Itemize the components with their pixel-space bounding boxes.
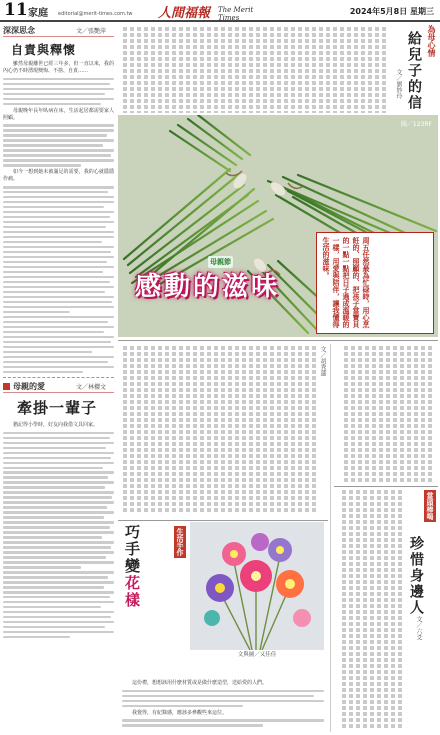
article-paragraph: 我覺得，有紀錄感，應該多參觀些來這位。 <box>132 709 228 716</box>
divider <box>334 486 438 487</box>
vertical-text-columns <box>336 490 402 728</box>
text-lines <box>3 78 114 105</box>
issue-date: 2024年5月8日 星期三 <box>349 7 434 16</box>
article-tag: 為母心情 <box>427 25 436 57</box>
column-badge: 當頭棒喝 <box>426 492 434 520</box>
article-title: 自責與釋懷 <box>11 43 77 57</box>
masthead <box>0 0 440 22</box>
vertical-text-columns <box>120 346 316 514</box>
left-column <box>3 25 114 731</box>
craft-photo <box>190 522 324 650</box>
divider <box>118 340 438 341</box>
column-badge: 生活手作 <box>176 528 184 556</box>
text-lines <box>3 432 114 639</box>
divider <box>118 520 328 521</box>
section-label: 深深思念 <box>3 26 35 35</box>
photo-caption: 文與圖／又佳佳 <box>237 652 277 658</box>
craft-title-part: 花樣 <box>123 575 141 609</box>
feature-tag: 母親節 <box>210 258 231 266</box>
byline: 文／六爻 <box>415 616 422 640</box>
section-bar <box>3 381 114 393</box>
text-lines <box>122 690 324 707</box>
column-divider <box>330 344 331 732</box>
text-lines <box>3 124 114 166</box>
craft-title <box>122 524 143 609</box>
article-title: 牽掛一輩子 <box>17 398 98 417</box>
page-number: 11 <box>4 0 28 20</box>
feature-title: 感動的滋味 <box>135 272 281 302</box>
byline: 文／劉妙玲 <box>395 69 402 99</box>
article-paragraph: 這份禮，想想該用什麼材質或是做什麼造型，送給愛的人們。 <box>132 680 268 686</box>
text-lines <box>122 719 324 726</box>
vertical-text-columns <box>118 27 386 113</box>
section-bar <box>3 25 114 37</box>
article-paragraph: 雖然母親離世已經三年多，但一直以來，我的內心仍不時湧現懊悔、不捨、自責…… <box>3 61 114 75</box>
byline: 文／張艷萍 <box>75 28 106 35</box>
logo-english: The Merit Times <box>218 6 254 22</box>
pull-quote: 周五任然最為忙碌時，用心烹飪的、照顧的、把孩子當寶貝的一點一點把日子過成溫暖的一樣，用愛與陪伴，讓我懂得生活的滋味。 <box>322 237 370 328</box>
pull-quote-box <box>316 232 434 334</box>
craft-text <box>122 680 324 729</box>
craft-box <box>118 520 328 734</box>
article-paragraph: 如今一想到她未被滿足的需要，我的心就隱隱作痛。 <box>3 169 114 183</box>
photo-credit: 圖／123RF <box>400 121 432 128</box>
logo-chinese: 人間福報 <box>158 6 211 21</box>
text-lines <box>3 186 114 373</box>
section-name: 家庭 <box>28 8 48 19</box>
section-label: 母親的愛 <box>13 381 45 391</box>
paper-flowers-illustration <box>190 522 324 650</box>
contact-email[interactable]: editorial@merit-times.com.tw <box>58 11 133 17</box>
lower-section <box>118 340 438 735</box>
vertical-text-columns <box>336 346 432 482</box>
article-paragraph: 母親晚年長年臥病在床，生活起居都需要家人照顧。 <box>3 107 114 121</box>
craft-title-part: 巧手變 <box>123 524 141 575</box>
craft-caption-block <box>190 652 324 661</box>
article-paragraph: 猶記得小學時，好友向我借文具回家。 <box>13 421 99 428</box>
newspaper-logo <box>158 2 262 22</box>
byline: 文／胡秀蓮 <box>319 346 326 376</box>
article-title: 給兒子的信 <box>406 31 422 111</box>
byline: 文／林櫻文 <box>75 383 106 391</box>
section-square-icon <box>3 383 10 390</box>
divider <box>3 377 114 378</box>
article-title: 珍惜身邊人 <box>408 536 424 616</box>
